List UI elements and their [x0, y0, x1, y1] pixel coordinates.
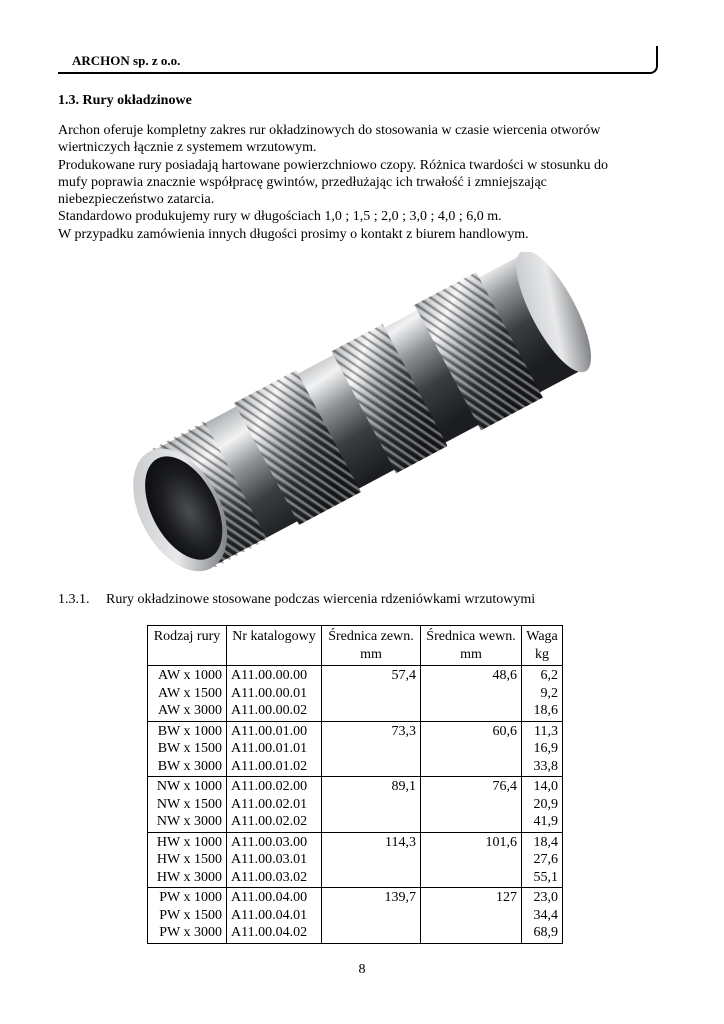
cell-nr: A11.00.02.00 A11.00.02.01 A11.00.02.02: [227, 777, 322, 833]
header-waga: Waga kg: [522, 626, 563, 666]
cell-inner: 101,6: [421, 832, 522, 888]
subsection-title: Rury okładzinowe stosowane podczas wiercenia rdzeniówkami wrzutowymi: [106, 592, 536, 607]
page-number: 8: [358, 962, 366, 977]
intro-paragraph: [58, 122, 678, 243]
section-title: 1.3. Rury okładzinowe: [58, 93, 192, 108]
cell-inner: 60,6: [421, 721, 522, 777]
cell-outer: 57,4: [322, 666, 421, 722]
company-header: ARCHON sp. z o.o.: [72, 53, 181, 68]
table-row: [148, 888, 563, 944]
paragraph-line: wiertniczych łącznie z systemem wrzutowym.: [58, 140, 317, 156]
cell-nr: A11.00.00.00 A11.00.00.01 A11.00.00.02: [227, 666, 322, 722]
paragraph-line: niebezpieczeństwo zatarcia.: [58, 192, 215, 208]
cell-weight: 23,0 34,4 68,9: [522, 888, 563, 944]
casing-spec-table: [147, 625, 563, 944]
paragraph-line: W przypadku zamówienia innych długości prosimy o kontakt z biurem handlowym.: [58, 226, 529, 242]
table-header-row: [148, 626, 563, 666]
cell-nr: A11.00.04.00 A11.00.04.01 A11.00.04.02: [227, 888, 322, 944]
cell-rodzaj: AW x 1000 AW x 1500 AW x 3000: [148, 666, 227, 722]
subsection-heading: [58, 592, 535, 608]
cell-outer: 114,3: [322, 832, 421, 888]
table-row: [148, 721, 563, 777]
cell-nr: A11.00.01.00 A11.00.01.01 A11.00.01.02: [227, 721, 322, 777]
cell-outer: 89,1: [322, 777, 421, 833]
cell-inner: 48,6: [421, 666, 522, 722]
header-nr-katalogowy: Nr katalogowy: [227, 626, 322, 666]
cell-outer: 73,3: [322, 721, 421, 777]
cell-outer: 139,7: [322, 888, 421, 944]
subsection-number: 1.3.1.: [58, 592, 90, 607]
cell-weight: 14,0 20,9 41,9: [522, 777, 563, 833]
cell-rodzaj: HW x 1000 HW x 1500 HW x 3000: [148, 832, 227, 888]
paragraph-line: Produkowane rury posiadają hartowane powierzchniowo czopy. Różnica twardości w stosunku do: [58, 157, 608, 173]
header-rodzaj: Rodzaj rury: [148, 626, 227, 666]
cell-weight: 6,2 9,2 18,6: [522, 666, 563, 722]
paragraph-line: Archon oferuje kompletny zakres rur okładzinowych do stosowania w czasie wiercenia otworów: [58, 123, 601, 138]
header-srednica-zewn: Średnica zewn. mm: [322, 626, 421, 666]
cell-rodzaj: BW x 1000 BW x 1500 BW x 3000: [148, 721, 227, 777]
cell-inner: 76,4: [421, 777, 522, 833]
cell-nr: A11.00.03.00 A11.00.03.01 A11.00.03.02: [227, 832, 322, 888]
paragraph-line: Standardowo produkujemy rury w długościach 1,0 ; 1,5 ; 2,0 ; 3,0 ; 4,0 ; 6,0 m.: [58, 209, 502, 225]
table-row: [148, 666, 563, 722]
cell-weight: 11,3 16,9 33,8: [522, 721, 563, 777]
header-rule: [58, 72, 650, 74]
cell-weight: 18,4 27,6 55,1: [522, 832, 563, 888]
cell-rodzaj: NW x 1000 NW x 1500 NW x 3000: [148, 777, 227, 833]
table-row: [148, 777, 563, 833]
cell-inner: 127: [421, 888, 522, 944]
paragraph-line: mufy poprawia znacznie współpracę gwintów, przedłużając ich trwałość i zmniejszając: [58, 174, 547, 190]
casing-pipe-photo: [105, 252, 605, 582]
cell-rodzaj: PW x 1000 PW x 1500 PW x 3000: [148, 888, 227, 944]
header-rule-hook: [644, 46, 658, 74]
header-srednica-wewn: Średnica wewn. mm: [421, 626, 522, 666]
table-row: [148, 832, 563, 888]
